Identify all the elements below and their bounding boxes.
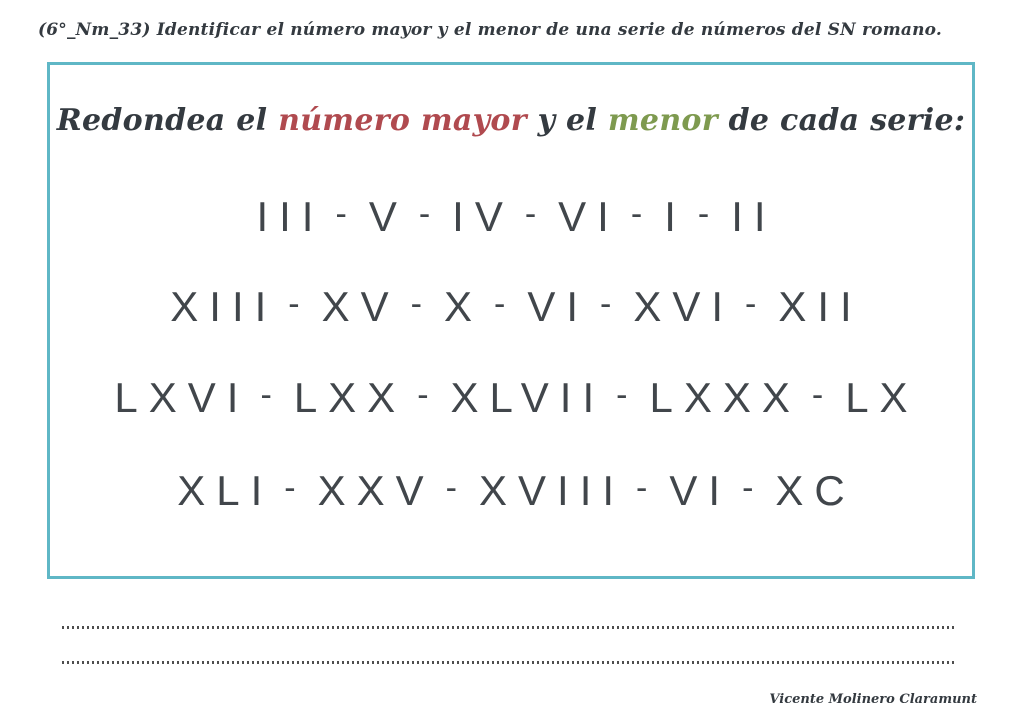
title-min-highlight: menor xyxy=(607,103,718,138)
roman-numeral: V xyxy=(368,193,408,240)
series-separator: - xyxy=(284,468,296,507)
series-separator: - xyxy=(418,194,431,233)
series-separator: - xyxy=(636,468,648,507)
title-max-highlight: número mayor xyxy=(278,103,527,138)
roman-numeral: XVIII xyxy=(479,467,626,514)
roman-numeral: LXXX xyxy=(649,374,801,421)
series-separator: - xyxy=(616,375,628,414)
series-separator: - xyxy=(697,194,710,233)
series-separator: - xyxy=(811,375,824,414)
series-separator: - xyxy=(494,284,506,323)
series-separator: - xyxy=(410,284,422,323)
roman-numeral: VI xyxy=(669,467,732,514)
title-suffix: de cada serie: xyxy=(717,103,966,138)
series-separator: - xyxy=(288,284,300,323)
roman-numeral: VI xyxy=(558,193,620,240)
roman-series-row xyxy=(50,193,972,241)
series-separator: - xyxy=(417,375,429,414)
roman-numeral: XIII xyxy=(170,283,278,330)
series-separator: - xyxy=(630,194,643,233)
series-separator: - xyxy=(260,375,272,414)
author-signature: Vicente Molinero Claramunt xyxy=(769,692,977,707)
roman-numeral: XVI xyxy=(633,283,735,330)
roman-numeral: IV xyxy=(452,193,514,240)
roman-numeral: VI xyxy=(527,283,590,330)
series-separator: - xyxy=(742,468,754,507)
series-separator: - xyxy=(600,284,612,323)
roman-numeral: XXV xyxy=(317,467,435,514)
title-prefix: Redondea el xyxy=(56,103,279,138)
title-middle: y el xyxy=(526,103,608,138)
worksheet-frame xyxy=(47,62,975,579)
roman-numeral: X xyxy=(443,283,483,330)
worksheet-title xyxy=(50,103,972,138)
roman-numeral: LXVI xyxy=(114,374,250,421)
roman-numeral: LXX xyxy=(293,374,407,421)
roman-numeral: XII xyxy=(778,283,863,330)
roman-numeral: I xyxy=(664,193,687,240)
roman-numeral: XLI xyxy=(177,467,274,514)
roman-numeral: III xyxy=(256,193,325,240)
roman-numeral: XLVII xyxy=(450,374,606,421)
roman-numeral: LX xyxy=(845,374,919,421)
answer-dotted-line xyxy=(62,626,957,629)
answer-dotted-line xyxy=(62,661,957,664)
worksheet-code-header: (6°_Nm_33) Identificar el número mayor y el menor de una serie de números del SN romano. xyxy=(38,20,943,40)
roman-series-row xyxy=(50,283,972,331)
series-separator: - xyxy=(335,194,347,233)
roman-numeral: XV xyxy=(321,283,400,330)
series-separator: - xyxy=(745,284,757,323)
series-separator: - xyxy=(445,468,457,507)
roman-series-row xyxy=(50,467,972,515)
roman-series-row xyxy=(50,374,972,422)
roman-numeral: II xyxy=(731,193,777,240)
roman-numeral: XC xyxy=(775,467,856,514)
series-separator: - xyxy=(524,194,537,233)
